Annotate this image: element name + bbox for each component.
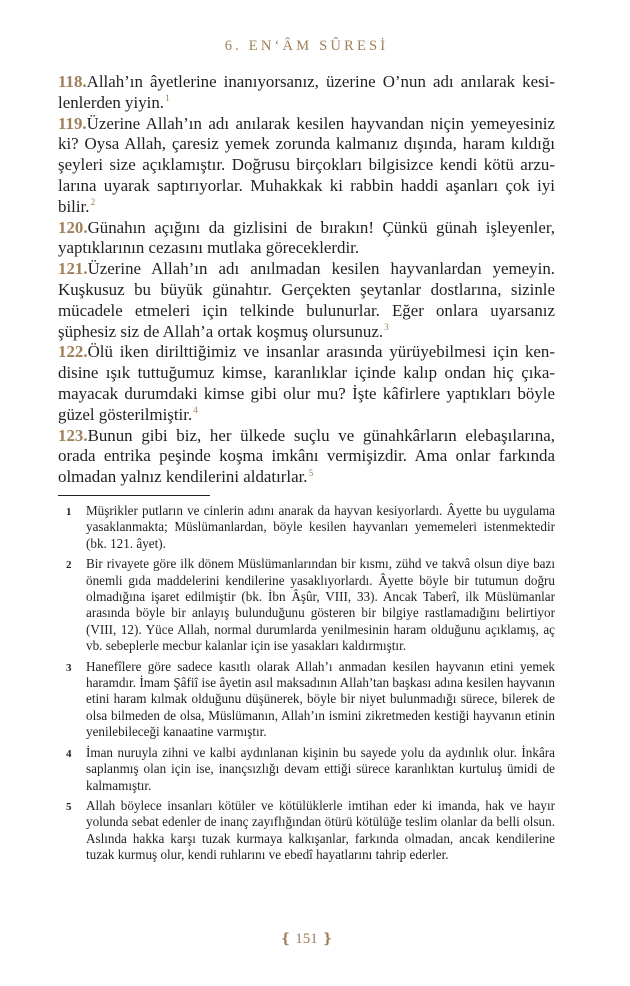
verse-number: 118. (58, 72, 87, 91)
footnote-ref[interactable]: 1 (165, 94, 170, 105)
footnote-ref[interactable]: 2 (90, 198, 96, 209)
verse-text: Allah’ın âyetlerine inanıyorsanız, üzerine O’nun adı anılarak kesilenlerden yiyin. (58, 72, 555, 112)
verse-number: 122. (58, 342, 88, 362)
footnote-text: Hanefîlere göre sadece kasıtlı olarak Allah’ı anmadan kesilen hayvanın etini yemek haramdır. İmam Şâfiî ise âyetin asıl maksadının Allah’tan başkası adına kesilen hayvanın etini haram kılmak olduğunu düşünerek, böyle bir niyet bulunmadığı sürece, bilerek de olsa bilmeden de olsa, Müslümanın, Allah’ın ismini zikretmeden kestiği hayvanın etinin yenilebileceği kanaatine varmıştır. (86, 658, 555, 740)
footnote-5 (58, 798, 555, 864)
verse-122 (58, 342, 555, 425)
footnote-text: İman nuruyla zihni ve kalbi aydınlanan kişinin bu sayede yolu da aydınlık olur. İnkâra saplanmış olan için ise, inançsızlığı devam ettiği sürece karanlıktan kurtuluş ümidi de kalmamıştır. (86, 744, 555, 793)
verse-119 (58, 114, 555, 218)
footnote-text: Allah böylece insanları kötüler ve kötülüklerle imtihan eder ki imanda, hak ve hayır yolunda sebat edenler de inanç zayıflığından ötürü kötülüğe teslim olanlar da belli olsun. Aslında hakka karşı tuzak kurmaya kalkışanlar, farkında olmadan, ancak kendilerine tuzak kurmuş olur, kendi ruhlarını ve ebedî hayatlarını tahrip ederler. (86, 797, 555, 863)
ornament-left-icon: ❴ (279, 932, 292, 947)
footnote-ref[interactable]: 5 (308, 468, 314, 479)
footnote-2 (58, 556, 555, 654)
footnote-4 (58, 745, 555, 794)
footnote-1 (58, 503, 555, 552)
verse-number: 121. (58, 259, 88, 279)
footnote-number: 1 (66, 506, 72, 518)
page-number-value: 151 (295, 931, 318, 947)
verse-121 (58, 259, 555, 342)
footnote-number: 4 (66, 747, 72, 760)
verse-number: 119. (58, 113, 87, 133)
footnote-3 (58, 659, 555, 741)
footnote-text: Bir rivayete göre ilk dönem Müslümanlarından bir kısmı, zühd ve takvâ olsun diye bazı önemli gıda maddelerini kendilerine yasaklıyorlardı. Âyette böyle bir tutumun doğru olmadığına işaret edilmiştir (bk. İbn Âşûr, VIII, 33). Ancak Taberî, ilk Müslümanlar arasında böyle bir anlayış bulunduğunu gösteren bir bilgiye rastlamadığını belirtiyor (VIII, 12). Yüce Allah, normal durumlarda yenilmesinin haram olduğunu açıklamış, aç vb. sebeplerle mecbur kalanlar için ise yasakları kaldırmıştır. (86, 556, 555, 654)
verse-123 (58, 426, 555, 488)
page-number (58, 931, 555, 948)
footnote-number: 3 (66, 661, 72, 674)
verse-text: Günahın açığını da gizlisini de bırakın! Çünkü günah işleyenler, yaptıklarının cezasını mutlaka göreceklerdir. (58, 217, 555, 258)
footnote-number: 5 (66, 800, 72, 813)
footnote-divider (58, 495, 210, 496)
verse-118 (58, 72, 555, 114)
footnote-number: 2 (66, 559, 72, 572)
verse-number: 123. (58, 425, 88, 445)
verse-120 (58, 218, 555, 260)
footnote-text: Müşrikler putların ve cinlerin adını anarak da hayvan kesiyorlardı. Âyette bu uygulama yasaklanmakta; Müslümanlardan, böyle kesilen hayvanları yememeleri istenmektedir (bk. 121. âyet). (86, 503, 555, 551)
ornament-right-icon: ❵ (321, 932, 334, 947)
verse-number: 120. (58, 217, 88, 237)
verse-text: Ölü iken dirilttiğimiz ve insanlar arasında yürüyebilmesi için kendisine ışık tuttuğumuz kimse, karanlıklar içinde kalıp ondan hiç çıkamayacak durumdaki kimse gibi olur mu? İşte kâfirlere yaptıkları böyle güzel gösterilmiştir. (58, 342, 555, 424)
verse-text: Üzerine Allah’ın adı anılarak kesilen hayvandan niçin yemeyesiniz ki? Oysa Allah, çaresiz yemek zorunda kalmanız dışında, haram kıldığı şeyleri size açıklamıştır. Doğrusu birçokları bilgisizce kendi kötü arzularına uyarak saptırıyorlar. Muhakkak ki rabbin haddi aşanları çok iyi bilir. (58, 113, 555, 216)
verse-text: Bunun gibi biz, her ülkede suçlu ve günahkârların elebaşılarına, orada entrika peşinde koşma imkânı vermişizdir. Ama onlar farkında olmadan yalnız kendilerini aldatırlar. (58, 425, 555, 487)
running-header: 6. EN‘ÂM SÛRESİ (224, 38, 389, 54)
footnote-ref[interactable]: 4 (193, 406, 198, 417)
footnotes (58, 503, 555, 868)
verse-block (58, 72, 555, 488)
verse-text: Üzerine Allah’ın adı anılmadan kesilen hayvanlardan yemeyin. Kuşkusuz bu büyük günahtır. Gerçekten şeytanlar dostlarına, sizinle mücadele etmeleri için telkinde bulunurlar. Eğer onlara uyarsanız şüphesiz siz de Allah’a ortak koşmuş olursunuz. (58, 259, 555, 341)
footnote-ref[interactable]: 3 (384, 322, 389, 333)
